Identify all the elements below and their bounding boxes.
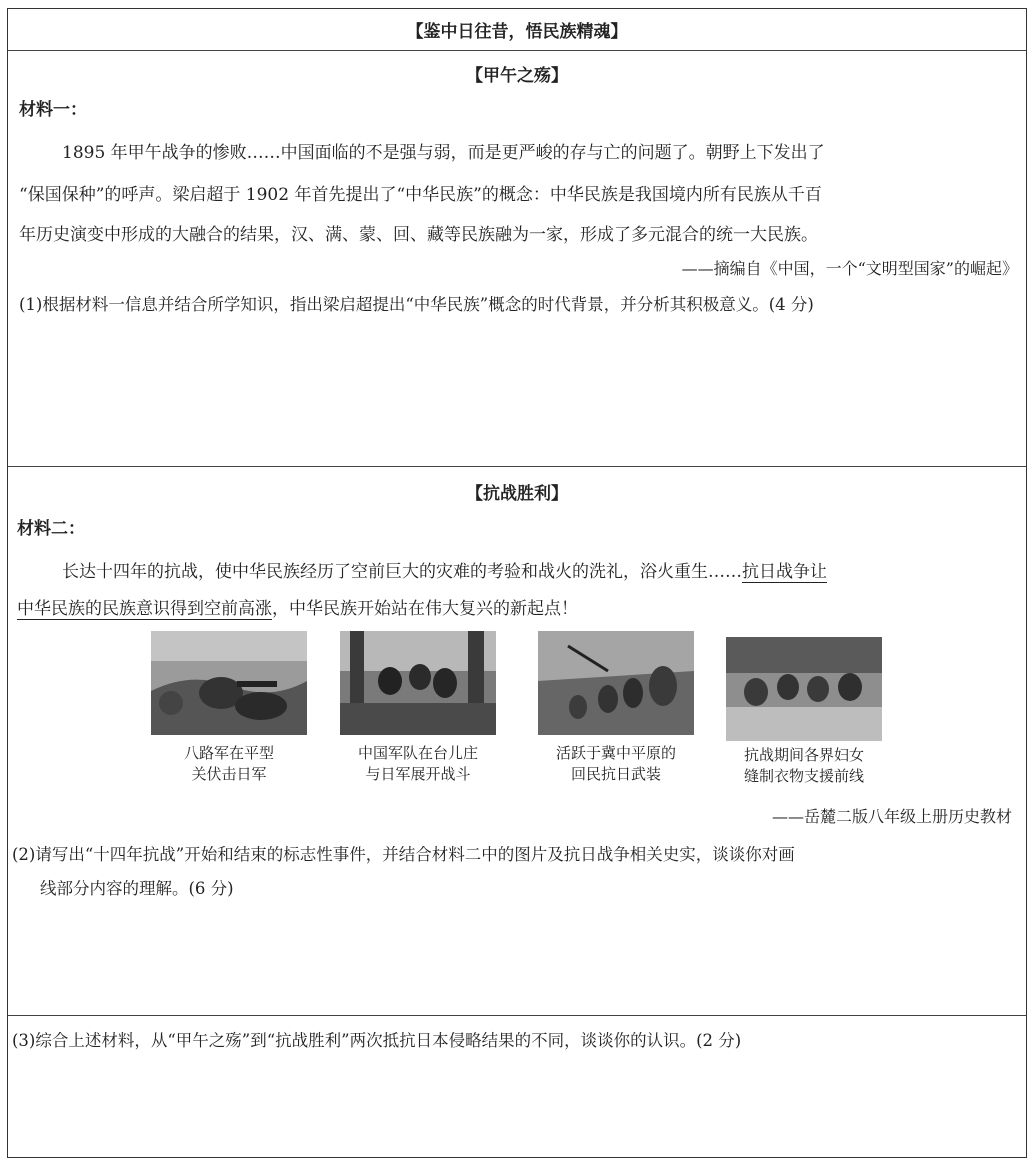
question-3: (3)综合上述材料，从“甲午之殇”到“抗战胜利”两次抵抗日本侵略结果的不同，谈谈你的认识。(2 分) xyxy=(12,1031,742,1050)
material1-line: “保国保种”的呼声。梁启超于 1902 年首先提出了“中华民族”的概念：中华民族是我国境内所有民族从千百 xyxy=(19,185,822,205)
photo-caption-line: 活跃于冀中平原的 xyxy=(555,744,676,762)
photo-caption-line: 关伏击日军 xyxy=(191,765,267,783)
photo-pingxingguan xyxy=(151,631,307,735)
material1-line: 1895 年甲午战争的惨败……中国面临的不是强与弱，而是更严峻的存与亡的问题了。朝野上下发出了 xyxy=(62,143,825,163)
photo-caption-line: 中国军队在台儿庄 xyxy=(357,744,478,762)
material2-underlined-text: 抗日战争让 xyxy=(742,562,827,582)
photo-caption-line: 抗战期间各界妇女 xyxy=(743,746,864,764)
photo-jizhong xyxy=(538,631,694,735)
photo-caption-line: 缝制衣物支援前线 xyxy=(743,767,864,785)
photo-women-sewing xyxy=(726,637,882,741)
section2-title: 【抗战胜利】 xyxy=(466,484,568,504)
photo-caption xyxy=(333,743,503,785)
material2-line xyxy=(62,562,827,582)
photo-caption-line: 与日军展开战斗 xyxy=(365,765,471,783)
question-2-continued: 线部分内容的理解。(6 分) xyxy=(40,879,234,898)
worksheet xyxy=(7,8,1027,1158)
material2-underlined-text: 中华民族的民族意识得到空前高涨 xyxy=(17,599,272,619)
photo-caption xyxy=(144,743,314,785)
section1-title: 【甲午之殇】 xyxy=(466,66,568,86)
photo-caption xyxy=(719,745,889,787)
photo-caption xyxy=(531,743,701,785)
divider xyxy=(8,1015,1026,1016)
material2-source: ——岳麓二版八年级上册历史教材 xyxy=(771,807,1012,826)
material2-text: ，中华民族开始站在伟大复兴的新起点！ xyxy=(272,599,578,619)
material1-source: ——摘编自《中国，一个“文明型国家”的崛起》 xyxy=(681,259,1018,278)
material2-text: 长达十四年的抗战，使中华民族经历了空前巨大的灾难的考验和战火的洗礼，浴火重生…… xyxy=(62,562,742,582)
worksheet-title: 【鉴中日往昔，悟民族精魂】 xyxy=(406,22,628,42)
question-2: (2)请写出“十四年抗战”开始和结束的标志性事件，并结合材料二中的图片及抗日战争相关史实，谈谈你对画 xyxy=(12,845,795,864)
photo-taierzhuang xyxy=(340,631,496,735)
question-1: (1)根据材料一信息并结合所学知识，指出梁启超提出“中华民族”概念的时代背景，并分析其积极意义。(4 分) xyxy=(19,295,814,314)
material1-label: 材料一： xyxy=(19,100,87,120)
material1-line: 年历史演变中形成的大融合的结果，汉、满、蒙、回、藏等民族融为一家，形成了多元混合的统一大民族。 xyxy=(19,225,818,245)
divider xyxy=(8,50,1026,51)
material2-label: 材料二： xyxy=(17,519,85,539)
photo-caption-line: 八路军在平型 xyxy=(183,744,274,762)
photo-caption-line: 回民抗日武装 xyxy=(570,765,661,783)
material2-line xyxy=(17,599,578,619)
divider xyxy=(8,466,1026,467)
